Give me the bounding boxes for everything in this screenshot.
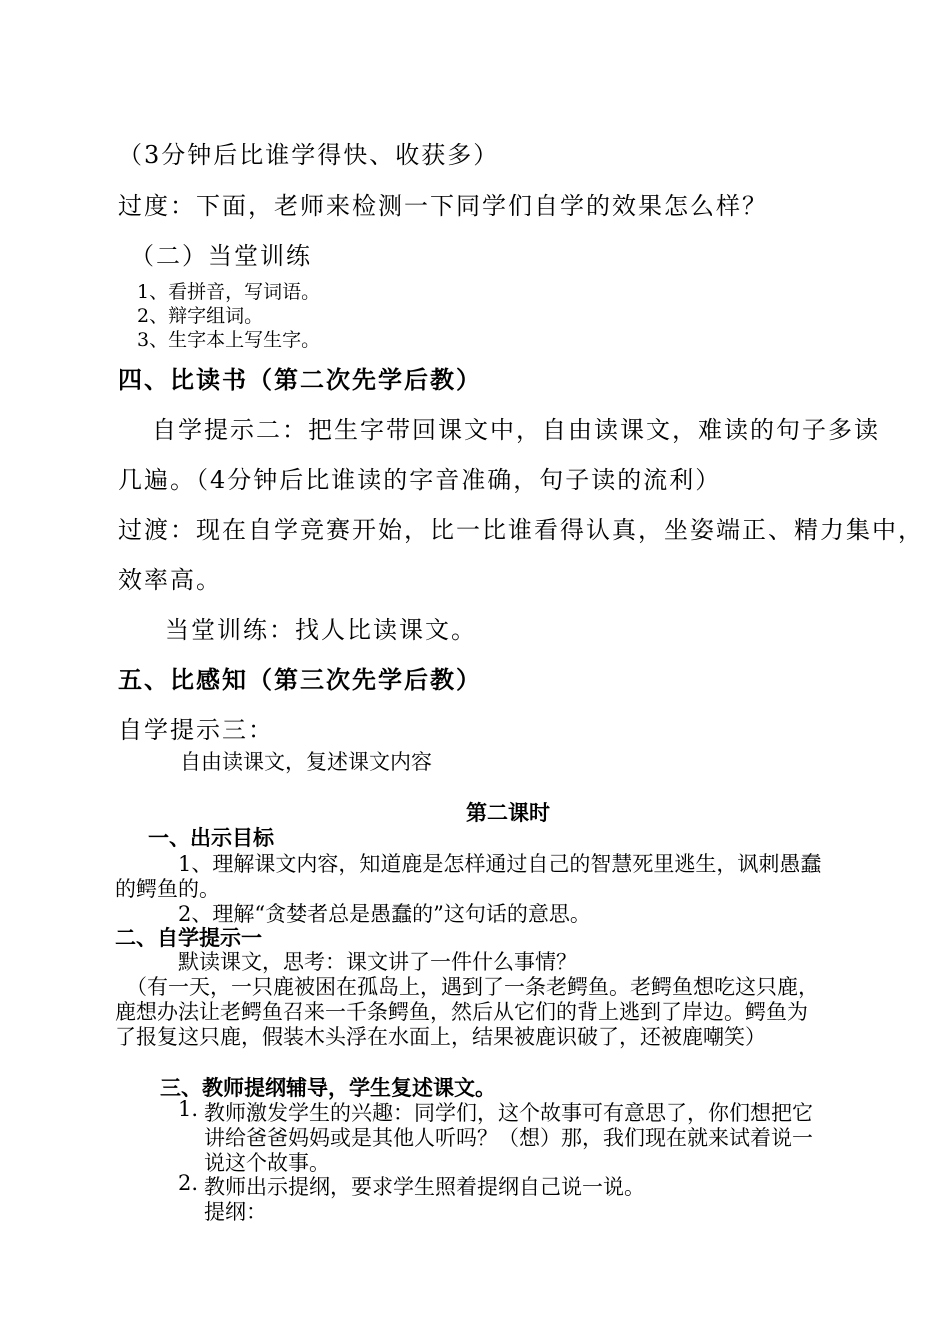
self-study-hint: 自学提示二：把生字带回课文中，自由读课文，难读的句子多读 xyxy=(152,416,880,444)
list-item: 3、生字本上写生字。 xyxy=(137,329,321,351)
step-text-cont: 讲给爸爸妈妈或是其他人听吗？（想）那，我们现在就来试着说一 xyxy=(204,1126,813,1150)
self-study-hint-text: 自由读课文，复述课文内容 xyxy=(180,750,432,774)
section-heading: 四、比读书（第二次先学后教） xyxy=(118,365,482,394)
lesson-title: 第二课时 xyxy=(466,800,550,825)
step-number: 2. xyxy=(178,1171,199,1195)
step-text: 教师出示提纲，要求学生照着提纲自己说一说。 xyxy=(204,1175,645,1199)
section-heading: 五、比感知（第三次先学后教） xyxy=(118,665,482,694)
goal-item: 2、理解“贪婪者总是愚蠢的”这句话的意思。 xyxy=(178,902,591,926)
step-number: 1. xyxy=(178,1097,199,1121)
step-text: 教师激发学生的兴趣：同学们，这个故事可有意思了，你们想把它 xyxy=(204,1101,813,1125)
goal-item-cont: 的鳄鱼的。 xyxy=(115,877,220,901)
section-heading: 一、出示目标 xyxy=(148,825,274,850)
goal-item: 1、理解课文内容，知道鹿是怎样通过自己的智慧死里逃生，讽刺愚蠢 xyxy=(178,852,822,876)
time-note: （3分钟后比谁学得快、收获多） xyxy=(118,141,500,169)
self-study-hint-label: 自学提示三： xyxy=(118,716,274,744)
list-item: 1、看拼音，写词语。 xyxy=(137,281,321,303)
outline-label: 提纲： xyxy=(204,1200,267,1224)
list-item: 2、辩字组词。 xyxy=(137,305,264,327)
step-text-cont: 说这个故事。 xyxy=(204,1151,330,1175)
answer-text: 了报复这只鹿，假装木头浮在水面上，结果被鹿识破了，还被鹿嘲笑） xyxy=(115,1025,766,1049)
section-heading: 三、教师提纲辅导，学生复述课文。 xyxy=(160,1075,496,1100)
answer-text: （有一天，一只鹿被困在孤岛上，遇到了一条老鳄鱼。老鳄鱼想吃这只鹿， xyxy=(126,975,819,999)
transition-text-cont: 效率高。 xyxy=(118,566,222,594)
training-heading: （二）当堂训练 xyxy=(130,242,312,270)
section-heading: 二、自学提示一 xyxy=(115,925,262,950)
training-text: 当堂训练：找人比读课文。 xyxy=(165,616,477,644)
self-study-hint-cont: 几遍。（4分钟后比谁读的字音准确，句子读的流利） xyxy=(118,466,722,494)
question-text: 默读课文，思考：课文讲了一件什么事情？ xyxy=(178,950,577,974)
transition-text: 过渡：现在自学竞赛开始，比一比谁看得认真，坐姿端正、精力集中， xyxy=(118,516,924,544)
transition-text: 过度：下面，老师来检测一下同学们自学的效果怎么样？ xyxy=(118,192,768,220)
answer-text: 鹿想办法让老鳄鱼召来一千条鳄鱼，然后从它们的背上逃到了岸边。鳄鱼为 xyxy=(115,1000,808,1024)
